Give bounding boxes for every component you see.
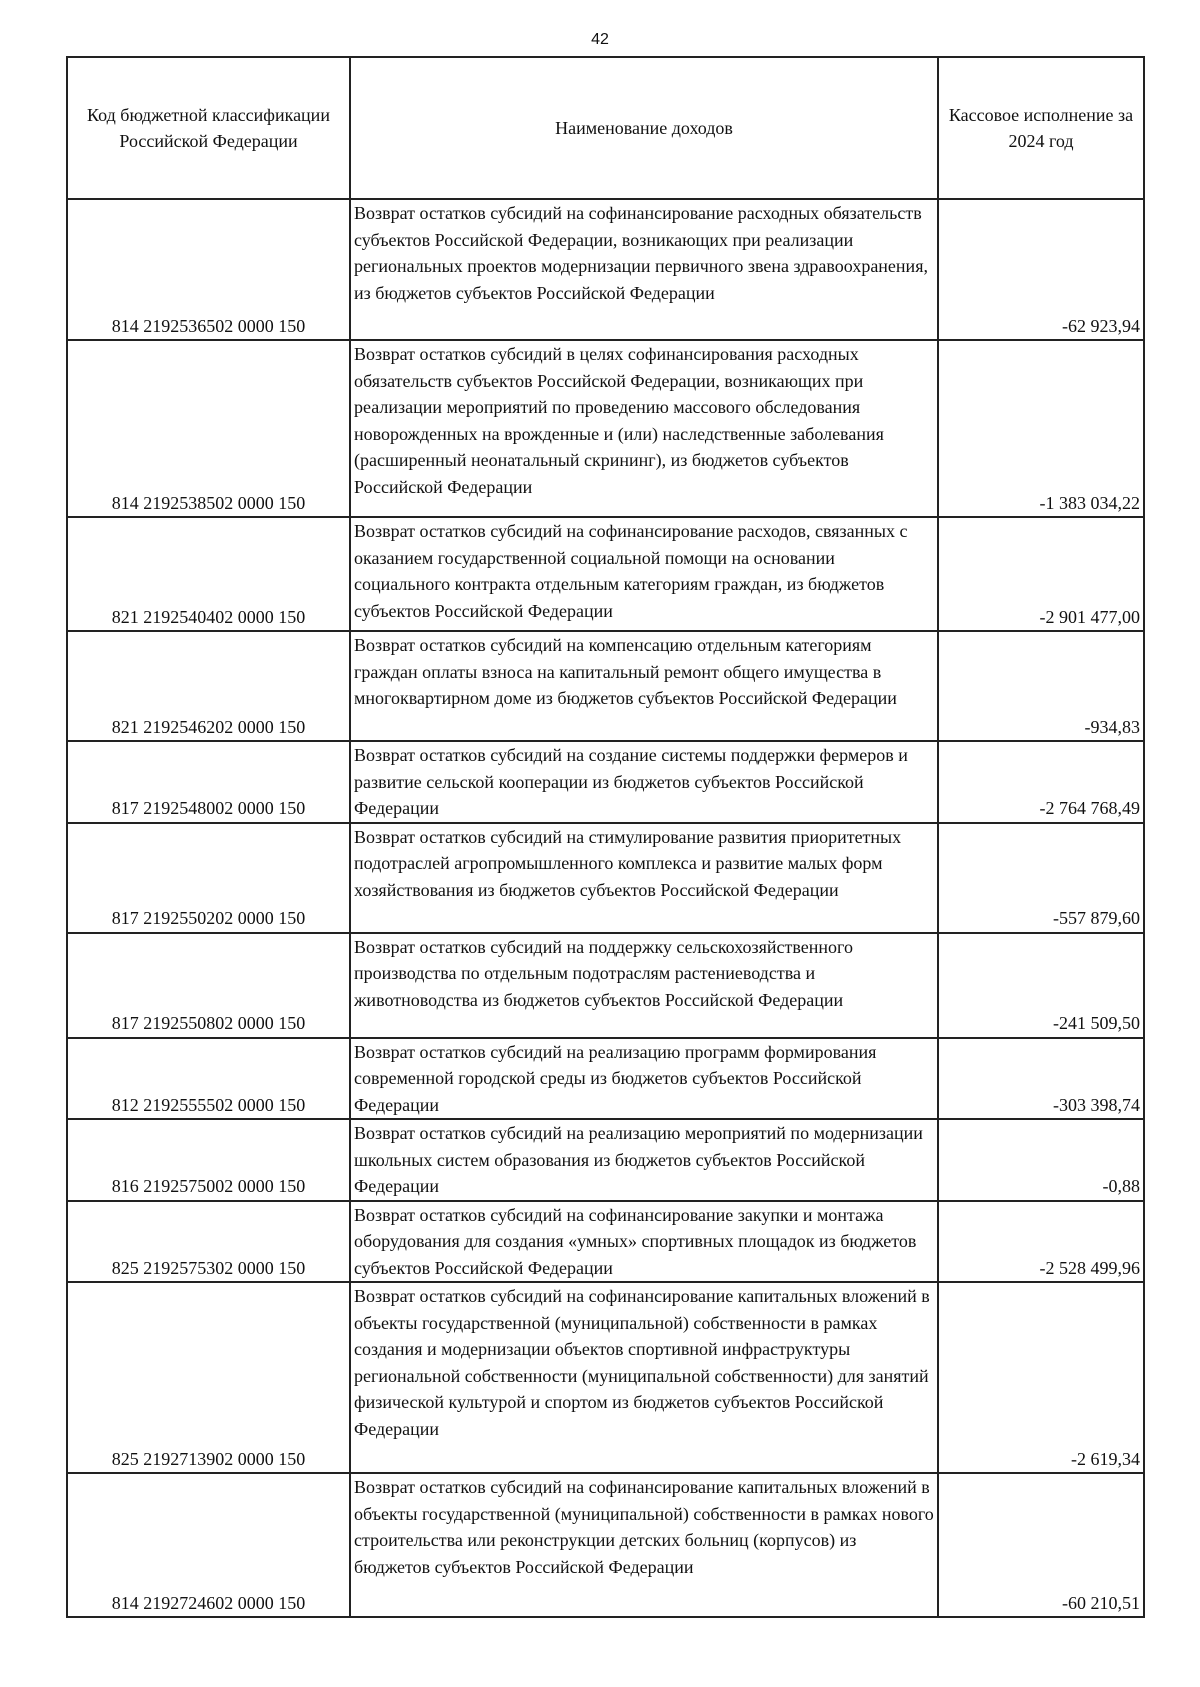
budget-code: 821 2192540402 0000 150 [67,517,350,631]
revenue-name: Возврат остатков субсидий на софинансирование капитальных вложений в объекты государственной (муниципальной) собственности в рамках создания и модернизации объектов спортивной инфраструктуры региональной собственности (муниципальной собственности) для занятий физической культурой и спортом из бюджетов субъектов Российской Федерации [350,1282,938,1473]
cash-execution-amount: -2 764 768,49 [938,741,1144,823]
table-row [67,1038,1144,1120]
revenue-name: Возврат остатков субсидий в целях софинансирования расходных обязательств субъектов Российской Федерации, возникающих при реализации мероприятий по проведению массового обследования новорожденных на врожденные и (или) наследственные заболевания (расширенный неонатальный скрининг), из бюджетов субъектов Российской Федерации [350,340,938,517]
table-row [67,1473,1144,1617]
header-name: Наименование доходов [350,57,938,199]
header-amount: Кассовое исполнение за 2024 год [938,57,1144,199]
revenue-name: Возврат остатков субсидий на софинансирование расходных обязательств субъектов Российской Федерации, возникающих при реализации региональных проектов модернизации первичного звена здравоохранения, из бюджетов субъектов Российской Федерации [350,199,938,340]
budget-code: 817 2192548002 0000 150 [67,741,350,823]
table-row [67,517,1144,631]
revenue-name: Возврат остатков субсидий на реализацию мероприятий по модернизации школьных систем образования из бюджетов субъектов Российской Федерации [350,1119,938,1201]
budget-code: 814 2192538502 0000 150 [67,340,350,517]
cash-execution-amount: -2 528 499,96 [938,1201,1144,1283]
header-code: Код бюджетной классификации Российской Федерации [67,57,350,199]
budget-code: 817 2192550802 0000 150 [67,933,350,1038]
table-row [67,741,1144,823]
revenue-name: Возврат остатков субсидий на создание системы поддержки фермеров и развитие сельской кооперации из бюджетов субъектов Российской Федерации [350,741,938,823]
revenue-name: Возврат остатков субсидий на компенсацию отдельным категориям граждан оплаты взноса на капитальный ремонт общего имущества в многоквартирном доме из бюджетов субъектов Российской Федерации [350,631,938,741]
revenue-table [66,56,1145,1618]
cash-execution-amount: -2 619,34 [938,1282,1144,1473]
budget-code: 812 2192555502 0000 150 [67,1038,350,1120]
cash-execution-amount: -62 923,94 [938,199,1144,340]
table-row [67,1282,1144,1473]
cash-execution-amount: -241 509,50 [938,933,1144,1038]
table-row [67,1119,1144,1201]
table-row [67,823,1144,933]
table-row [67,933,1144,1038]
budget-code: 825 2192713902 0000 150 [67,1282,350,1473]
cash-execution-amount: -934,83 [938,631,1144,741]
table-row [67,631,1144,741]
budget-code: 814 2192536502 0000 150 [67,199,350,340]
revenue-name: Возврат остатков субсидий на софинансирование закупки и монтажа оборудования для создания «умных» спортивных площадок из бюджетов субъектов Российской Федерации [350,1201,938,1283]
cash-execution-amount: -1 383 034,22 [938,340,1144,517]
budget-code: 821 2192546202 0000 150 [67,631,350,741]
budget-code: 817 2192550202 0000 150 [67,823,350,933]
page-number: 42 [591,31,609,48]
revenue-name: Возврат остатков субсидий на реализацию программ формирования современной городской среды из бюджетов субъектов Российской Федерации [350,1038,938,1120]
table-row [67,1201,1144,1283]
budget-code: 814 2192724602 0000 150 [67,1473,350,1617]
budget-code: 816 2192575002 0000 150 [67,1119,350,1201]
revenue-name: Возврат остатков субсидий на софинансирование расходов, связанных с оказанием государственной социальной помощи на основании социального контракта отдельным категориям граждан, из бюджетов субъектов Российской Федерации [350,517,938,631]
table-header-row [67,57,1144,199]
revenue-name: Возврат остатков субсидий на поддержку сельскохозяйственного производства по отдельным подотраслям растениеводства и животноводства из бюджетов субъектов Российской Федерации [350,933,938,1038]
table-row [67,199,1144,340]
budget-code: 825 2192575302 0000 150 [67,1201,350,1283]
cash-execution-amount: -303 398,74 [938,1038,1144,1120]
revenue-name: Возврат остатков субсидий на софинансирование капитальных вложений в объекты государственной (муниципальной) собственности в рамках нового строительства или реконструкции детских больниц (корпусов) из бюджетов субъектов Российской Федерации [350,1473,938,1617]
table-row [67,340,1144,517]
revenue-name: Возврат остатков субсидий на стимулирование развития приоритетных подотраслей агропромышленного комплекса и развитие малых форм хозяйствования из бюджетов субъектов Российской Федерации [350,823,938,933]
cash-execution-amount: -60 210,51 [938,1473,1144,1617]
cash-execution-amount: -2 901 477,00 [938,517,1144,631]
cash-execution-amount: -0,88 [938,1119,1144,1201]
cash-execution-amount: -557 879,60 [938,823,1144,933]
